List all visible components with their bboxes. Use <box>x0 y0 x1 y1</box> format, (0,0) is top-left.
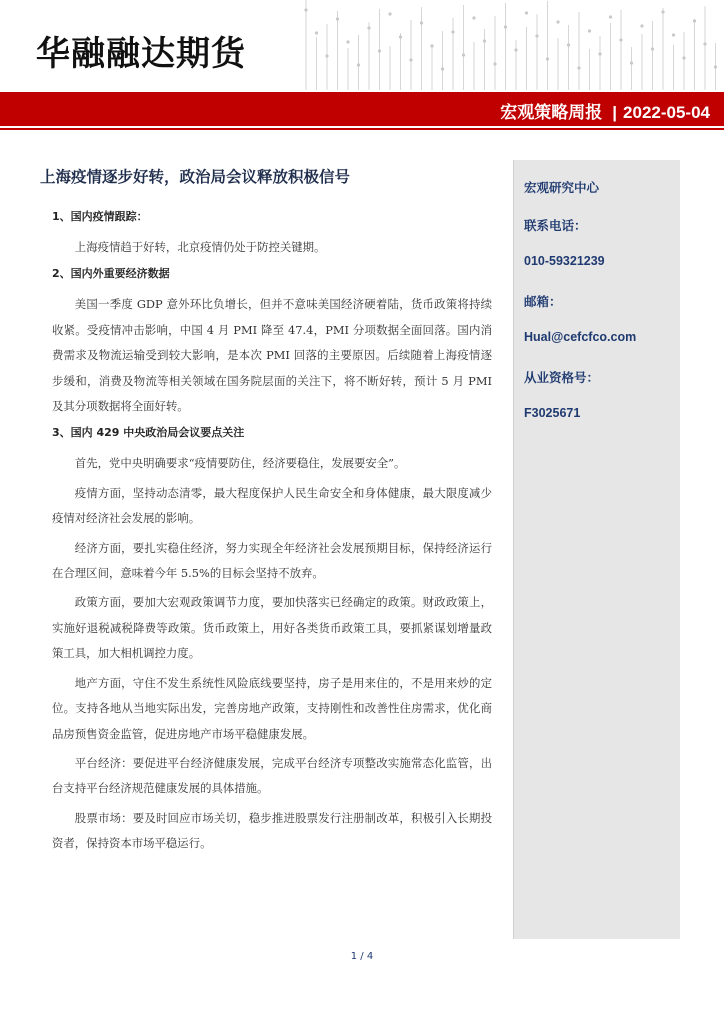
phone-label: 联系电话： <box>524 219 587 233</box>
page-number: 1 / 4 <box>350 951 374 962</box>
company-logo: 华融融达期货 <box>36 34 246 74</box>
header-divider <box>0 128 724 130</box>
phone-number: 010-59321239 <box>524 254 605 268</box>
license-number: F3025671 <box>524 406 581 420</box>
research-center: 宏观研究中心 <box>524 181 600 195</box>
license-label: 从业资格号： <box>524 371 600 385</box>
section-heading-1: 1、国内疫情跟踪： <box>52 210 148 223</box>
paragraph: 地产方面，守住不发生系统性风险底线要坚持，房子是用来住的，不是用来炒的定位。支持各地从当地实际出发，完善房地产政策，支持刚性和改善性住房需求，优化商品房预售资金监管，促进房地产市场平稳健康发展。 <box>52 675 492 741</box>
section-heading-3: 3、国内 429 中央政治局会议要点关注 <box>52 426 245 440</box>
contact-sidebar <box>513 160 680 939</box>
article-body <box>40 165 492 861</box>
article-title: 上海疫情逐步好转，政治局会议释放积极信号 <box>40 168 351 186</box>
paragraph: 疫情方面，坚持动态清零，最大程度保护人民生命安全和身体健康，最大限度减少疫情对经济社会发展的影响。 <box>52 485 492 526</box>
report-type: 宏观策略周报 <box>500 103 603 122</box>
header-banner <box>0 92 724 126</box>
paragraph: 股票市场：要及时回应市场关切，稳步推进股票发行注册制改革，积极引入长期投资者，保持资本市场平稳运行。 <box>52 810 492 851</box>
paragraph: 美国一季度 GDP 意外环比负增长，但并不意味美国经济硬着陆，货币政策将持续收紧。受疫情冲击影响，中国 4 月 PMI 降至 47.4，PMI 分项数据全面回落。国内消费需求及物流运输受到较大影响，是本次 PMI 回落的主要原因。后续随着上海疫情逐步缓和，消费及物流等相关领域在国务院层面的关注下，将不断好转，预计 5 月 PMI 及其分项数据将全面好转。 <box>52 297 492 414</box>
paragraph: 平台经济：要促进平台经济健康发展，完成平台经济专项整改实施常态化监管，出台支持平台经济规范健康发展的具体措施。 <box>52 755 492 796</box>
section-heading-2: 2、国内外重要经济数据 <box>52 267 170 281</box>
paragraph: 首先，党中央明确要求“疫情要防住，经济要稳住，发展要安全”。 <box>74 456 406 471</box>
paragraph: 上海疫情趋于好转，北京疫情仍处于防控关键期。 <box>74 240 326 254</box>
header-line-decoration <box>300 0 724 90</box>
report-date: 2022-05-04 <box>623 103 710 122</box>
report-title <box>500 98 710 123</box>
paragraph: 政策方面，要加大宏观政策调节力度，要加快落实已经确定的政策。财政政策上，实施好退税减税降费等政策。货币政策上，用好各类货币政策工具，要抓紧谋划增量政策工具，加大相机调控力度。 <box>52 595 492 661</box>
email-address[interactable]: Hual@cefcfco.com <box>524 330 637 344</box>
paragraph: 经济方面，要扎实稳住经济，努力实现全年经济社会发展预期目标，保持经济运行在合理区间，意味着今年 5.5%的目标会坚持不放弃。 <box>52 540 492 581</box>
email-label: 邮箱： <box>524 295 562 309</box>
report-separator: | <box>612 103 618 122</box>
